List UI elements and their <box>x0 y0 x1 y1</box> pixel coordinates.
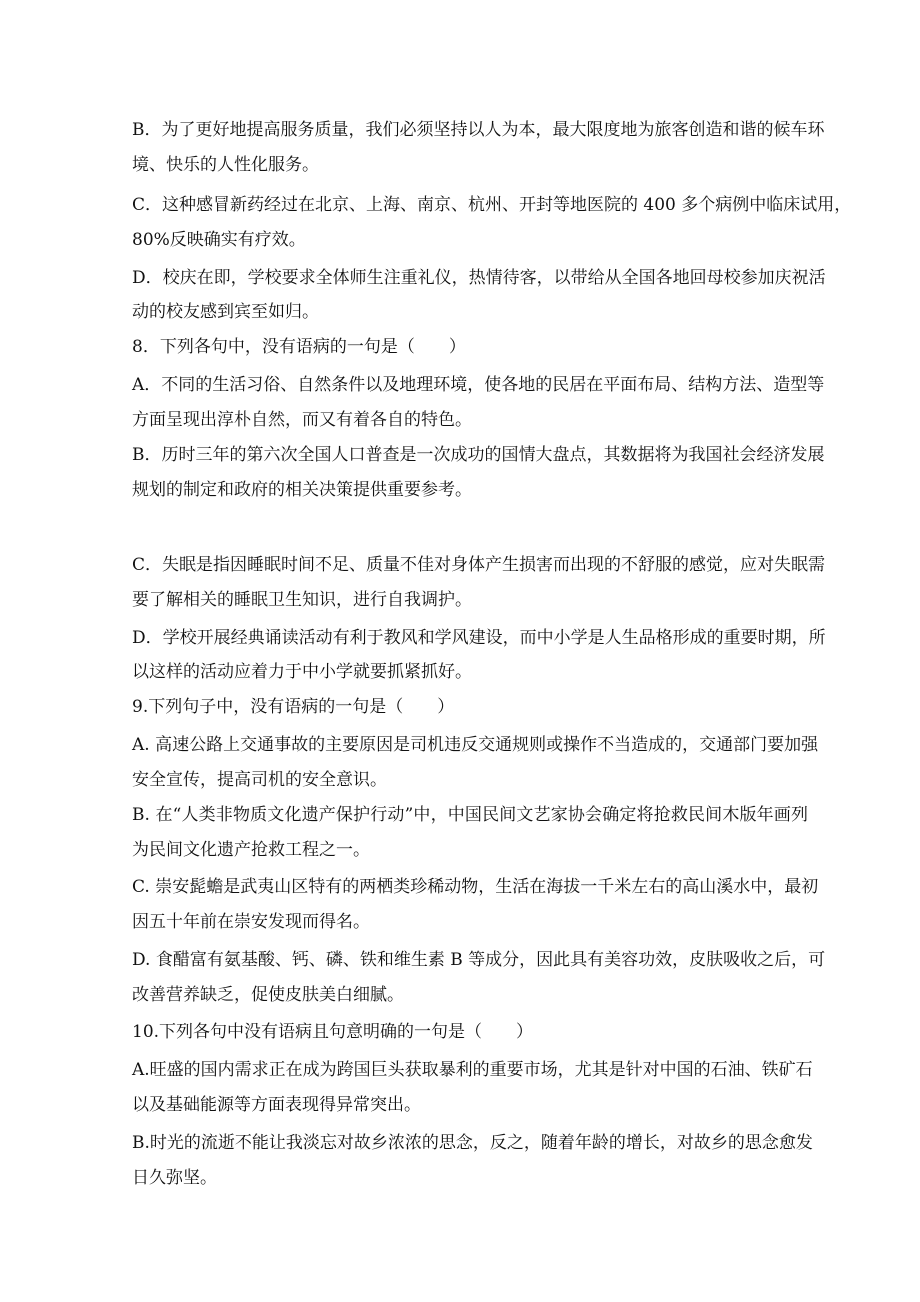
text-line: 境、快乐的人性化服务。 <box>132 155 319 175</box>
text-line: B.时光的流逝不能让我淡忘对故乡浓浓的思念，反之，随着年龄的增长，对故乡的思念愈发 <box>132 1133 813 1153</box>
text-line: D．校庆在即，学校要求全体师生注重礼仪，热情待客，以带给从全国各地回母校参加庆祝活 <box>132 268 826 288</box>
text-line: B．历时三年的第六次全国人口普查是一次成功的国情大盘点，其数据将为我国社会经济发展 <box>132 445 825 465</box>
text-line: 9.下列句子中，没有语病的一句是（ ） <box>132 697 455 717</box>
text-line: 10.下列各句中没有语病且句意明确的一句是（ ） <box>132 1022 534 1042</box>
text-line: 8．下列各句中，没有语病的一句是（ ） <box>132 337 466 357</box>
text-line: 以这样的活动应着力于中小学就要抓紧抓好。 <box>132 662 472 682</box>
text-line: 80%反映确实有疗效。 <box>132 230 306 250</box>
text-line: 因五十年前在崇安发现而得名。 <box>132 912 370 932</box>
text-line: A.旺盛的国内需求正在成为跨国巨头获取暴利的重要市场，尤其是针对中国的石油、铁矿石 <box>132 1060 813 1080</box>
text-line: D. 食醋富有氨基酸、钙、磷、铁和维生素 B 等成分，因此具有美容功效，皮肤吸收之后，可 <box>132 950 826 970</box>
text-line: B．为了更好地提高服务质量，我们必须坚持以人为本，最大限度地为旅客创造和谐的候车环 <box>132 120 825 140</box>
text-line: A. 高速公路上交通事故的主要原因是司机违反交通规则或操作不当造成的，交通部门要加强 <box>132 735 819 755</box>
text-line: 方面呈现出淳朴自然，而又有着各自的特色。 <box>132 410 472 430</box>
text-line: B. 在“人类非物质文化遗产保护行动”中，中国民间文艺家协会确定将抢救民间木版年画列 <box>132 805 808 825</box>
text-line: C．失眠是指因睡眠时间不足、质量不佳对身体产生损害而出现的不舒服的感觉，应对失眠需 <box>132 555 826 575</box>
text-line: 规划的制定和政府的相关决策提供重要参考。 <box>132 480 472 500</box>
text-line: 改善营养缺乏，促使皮肤美白细腻。 <box>132 985 404 1005</box>
text-line: 要了解相关的睡眠卫生知识，进行自我调护。 <box>132 590 472 610</box>
text-line: C. 崇安髭蟾是武夷山区特有的两栖类珍稀动物，生活在海拔一千米左右的高山溪水中，最初 <box>132 877 819 897</box>
text-line: 以及基础能源等方面表现得异常突出。 <box>132 1095 421 1115</box>
text-line: 安全宣传，提高司机的安全意识。 <box>132 770 387 790</box>
text-line: C．这种感冒新药经过在北京、上海、南京、杭州、开封等地医院的 400 多个病例中临床试用， <box>132 195 852 215</box>
text-line: 为民间文化遗产抢救工程之一。 <box>132 840 370 860</box>
text-line: D．学校开展经典诵读活动有利于教风和学风建设，而中小学是人生品格形成的重要时期，所 <box>132 628 826 648</box>
text-line: 日久弥坚。 <box>132 1168 217 1188</box>
text-line: 动的校友感到宾至如归。 <box>132 302 319 322</box>
text-line: A．不同的生活习俗、自然条件以及地理环境，使各地的民居在平面布局、结构方法、造型等 <box>132 375 825 395</box>
